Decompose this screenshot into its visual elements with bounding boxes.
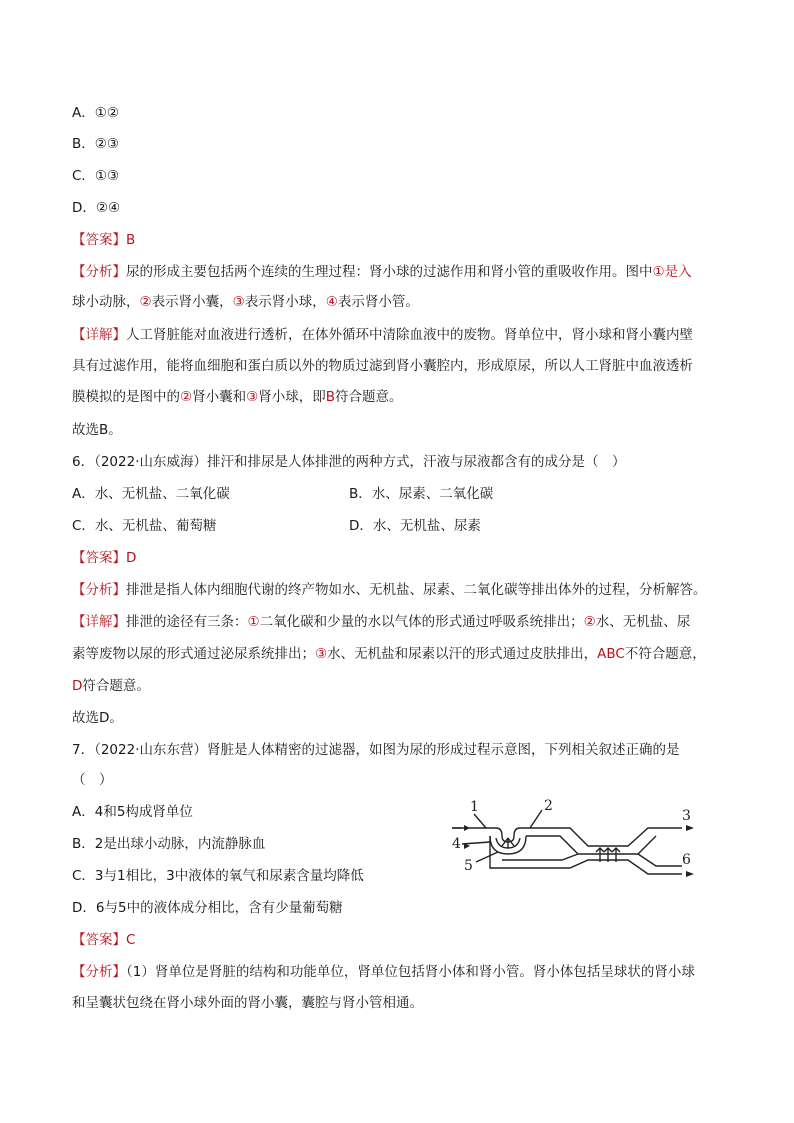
nephron-diagram xyxy=(450,798,710,884)
q7-stem-line-1: 7．（2022·山东东营）肾脏是人体精密的过滤器，如图为尿的形成过程示意图，下列相关叙述正确的是 xyxy=(72,742,680,758)
analysis-tag: 【分析】 xyxy=(72,264,126,280)
label-2-pointer xyxy=(530,810,542,828)
answer-value: B xyxy=(126,232,136,248)
q7-option-d: D．6与5中的液体成分相比，含有少量葡萄糖 xyxy=(72,900,343,916)
label-2: 2 xyxy=(544,798,553,814)
analysis-tag: 【分析】 xyxy=(72,582,126,598)
q7-stem-line-2: （ ） xyxy=(72,772,113,788)
q7-analysis-line-2: 和呈囊状包绕在肾小球外面的肾小囊，囊腔与肾小管相通。 xyxy=(72,995,423,1011)
answer-tag: 【答案】 xyxy=(72,550,126,566)
filtration-arrows xyxy=(502,838,514,848)
q6-option-d: D．水、无机盐、尿素 xyxy=(349,518,481,534)
q6-stem: 6．（2022·山东威海）排汗和排尿是人体排泄的两种方式，汗液与尿液都含有的成分是（ ） xyxy=(72,454,626,470)
answer-value: D xyxy=(126,550,137,566)
q6-detail-line-2: 素等废物以尿的形式通过泌尿系统排出；③水、无机盐和尿素以汗的形式通过皮肤排出，ABC不符合题意， xyxy=(72,646,706,662)
q5-option-a: A．①② xyxy=(72,105,119,121)
q5-conclusion: 故选B。 xyxy=(72,422,122,438)
q6-answer xyxy=(72,548,136,568)
label-4-pointer xyxy=(462,842,490,844)
arrowhead-6 xyxy=(686,871,694,877)
label-4: 4 xyxy=(452,836,461,852)
detail-tag: 【详解】 xyxy=(72,327,126,343)
tubule-inner xyxy=(502,854,578,860)
q5-option-c: C．①③ xyxy=(72,168,120,184)
q6-option-c: C．水、无机盐、葡萄糖 xyxy=(72,518,217,534)
q7-analysis-line-1: 【分析】（1）肾单位是肾脏的结构和功能单位，肾单位包括肾小体和肾小管。肾小体包括呈球状的肾小球 xyxy=(72,964,695,980)
arrowhead-3 xyxy=(686,825,694,831)
answer-tag: 【答案】 xyxy=(72,232,126,248)
q6-analysis-line-1: 【分析】排泄是指人体内细胞代谢的终产物如水、无机盐、尿素、二氧化碳等排出体外的过程，分析解答。 xyxy=(72,582,707,598)
q7-option-c: C．3与1相比，3中液体的氧气和尿素含量均降低 xyxy=(72,868,364,884)
q5-analysis-line-1: 【分析】尿的形成主要包括两个连续的生理过程：肾小球的过滤作用和肾小管的重吸收作用。图中①是入 xyxy=(72,264,692,280)
arrowheads xyxy=(464,825,694,877)
nephron-tubes xyxy=(452,810,682,874)
q7-option-b: B．2是出球小动脉，内流静脉血 xyxy=(72,836,266,852)
label-5: 5 xyxy=(464,858,473,874)
q5-analysis-line-2: 球小动脉，②表示肾小囊，③表示肾小球，④表示肾小管。 xyxy=(72,294,419,310)
q7-option-a: A．4和5构成肾单位 xyxy=(72,804,193,820)
q5-answer xyxy=(72,230,135,250)
q5-option-b: B．②③ xyxy=(72,136,119,152)
answer-value: C xyxy=(126,932,136,948)
answer-tag: 【答案】 xyxy=(72,932,126,948)
detail-tag: 【详解】 xyxy=(72,614,126,630)
q6-detail-line-1: 【详解】排泄的途径有三条：①二氧化碳和少量的水以气体的形式通过呼吸系统排出；②水、无机盐、尿 xyxy=(72,614,691,630)
q5-detail-line-3: 膜模拟的是图中的②肾小囊和③肾小球，即B符合题意。 xyxy=(72,389,403,405)
vessel-upper xyxy=(536,828,682,846)
label-3: 3 xyxy=(682,808,691,824)
q5-detail-line-1: 【详解】人工肾脏能对血液进行透析，在体外循环中清除血液中的废物。肾单位中，肾小球和肾小囊内壁 xyxy=(72,327,693,343)
label-1-pointer xyxy=(474,814,486,828)
tubule-outlet-inner xyxy=(638,854,682,866)
label-5-pointer xyxy=(476,852,498,862)
label-6: 6 xyxy=(682,852,691,868)
analysis-tag: 【分析】 xyxy=(72,964,126,980)
q5-detail-line-2: 具有过滤作用，能将血细胞和蛋白质以外的物质过滤到肾小囊腔内，形成原尿，所以人工肾脏中血液透析 xyxy=(72,358,693,374)
q6-option-b: B．水、尿素、二氧化碳 xyxy=(349,486,494,502)
arrowhead-1 xyxy=(464,825,470,831)
q6-detail-line-3: D符合题意。 xyxy=(72,678,150,694)
q6-conclusion: 故选D。 xyxy=(72,710,123,726)
label-1: 1 xyxy=(470,799,479,815)
q5-option-d: D．②④ xyxy=(72,200,121,216)
q6-option-a: A．水、无机盐、二氧化碳 xyxy=(72,486,230,502)
q7-answer xyxy=(72,930,135,950)
